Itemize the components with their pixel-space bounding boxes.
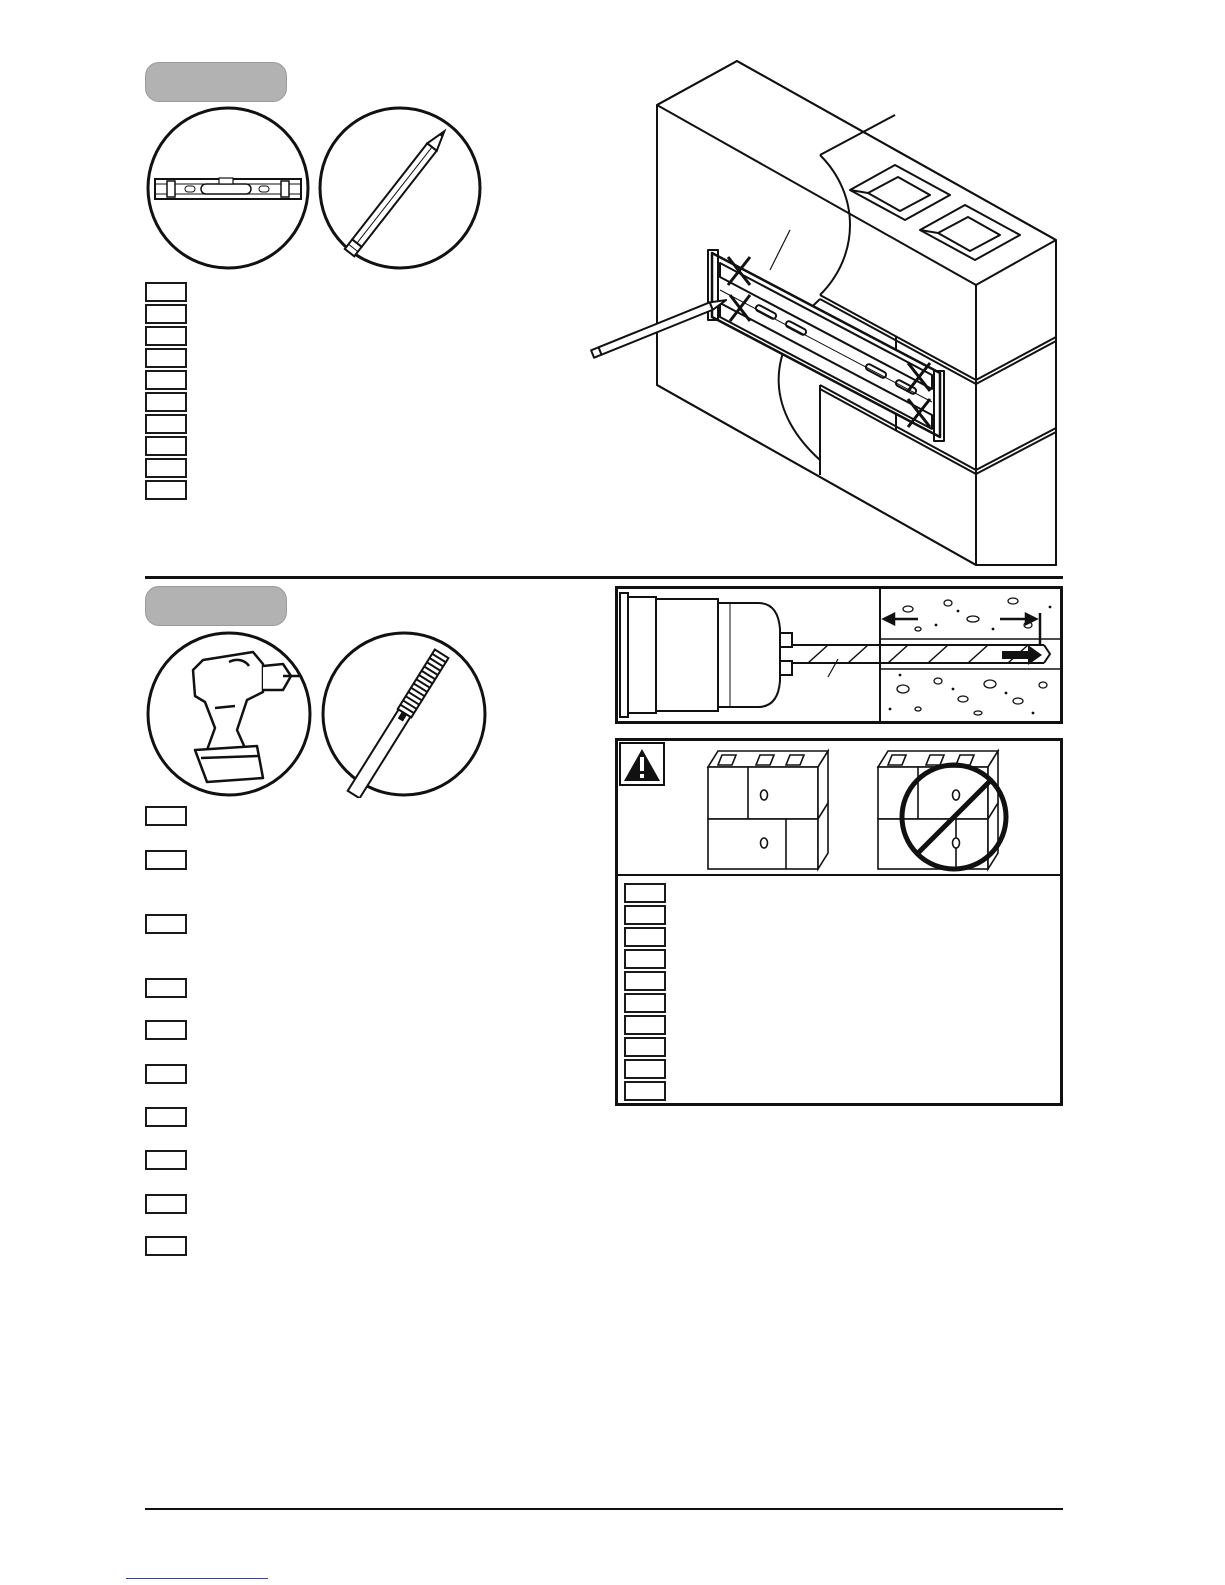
pencil-icon [317, 105, 483, 271]
language-code-box [145, 348, 187, 368]
cordless-drill-icon [145, 630, 313, 798]
language-code-box [145, 370, 187, 390]
language-code-box [145, 1020, 187, 1040]
language-code-box [145, 1107, 187, 1127]
language-code-box [145, 978, 187, 998]
language-code-box [624, 883, 666, 903]
language-code-box [145, 436, 187, 456]
footer-link[interactable] [126, 1566, 268, 1579]
step-1-tab [145, 62, 287, 102]
footer-rule [145, 1508, 1063, 1510]
wall-bracket-marking-illustration [590, 55, 1070, 575]
step-2-tab [145, 586, 287, 626]
language-code-box [624, 971, 666, 991]
drill-into-concrete-illustration [618, 589, 1060, 721]
language-code-box [145, 282, 187, 302]
language-code-box [145, 414, 187, 434]
level-icon [145, 105, 311, 271]
drill-bit-icon [320, 630, 488, 798]
language-code-box [145, 304, 187, 324]
block-drilling-comparison [618, 741, 1060, 879]
language-code-box [145, 326, 187, 346]
language-code-box [624, 1037, 666, 1057]
language-code-box [145, 1194, 187, 1214]
language-code-box [145, 850, 187, 870]
language-code-box [145, 914, 187, 934]
language-code-box [624, 993, 666, 1013]
language-code-box [145, 392, 187, 412]
language-code-box [145, 480, 187, 500]
language-code-box [624, 1015, 666, 1035]
drilling-depth-detail [615, 586, 1063, 724]
language-code-box [624, 927, 666, 947]
language-code-box [624, 949, 666, 969]
language-code-box [624, 1059, 666, 1079]
warning-panel [615, 738, 1063, 1106]
language-code-box [145, 806, 187, 826]
step-divider [145, 576, 1063, 579]
language-code-box [624, 1081, 666, 1101]
language-code-box [145, 1236, 187, 1256]
language-code-box [145, 1150, 187, 1170]
warning-triangle-icon [620, 743, 664, 785]
language-code-box [145, 458, 187, 478]
language-code-box [624, 905, 666, 925]
language-code-box [145, 1064, 187, 1084]
